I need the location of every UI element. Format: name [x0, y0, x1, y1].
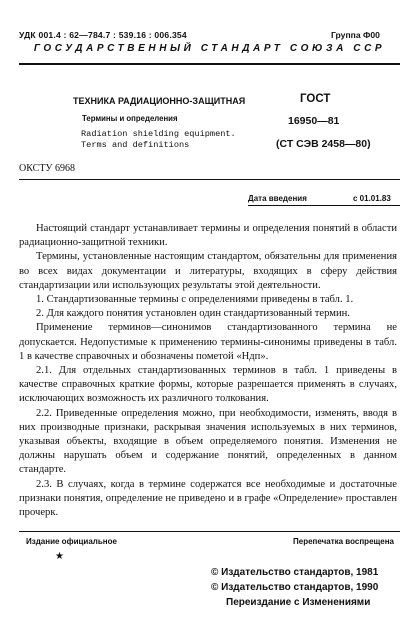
introduction-date-label: Дата введения — [248, 194, 307, 203]
document-subtitle: Термины и определения — [82, 114, 178, 123]
state-standard-banner: ГОСУДАРСТВЕННЫЙ СТАНДАРТ СОЮЗА ССР — [33, 43, 386, 54]
title-rule — [19, 179, 400, 180]
footer-rule — [19, 531, 400, 532]
okstu-code: ОКСТУ 6968 — [19, 163, 76, 174]
document-title: ТЕХНИКА РАДИАЦИОННО-ЗАЩИТНАЯ — [73, 96, 246, 106]
paragraph: Термины, установленные настоящим стандартом, обязательны для применения во всех видах документации и литературы, входящих в сферу действия стандартизации или использующих результаты этой деятельности. — [19, 251, 397, 291]
document-body — [19, 222, 397, 520]
header-rule — [19, 63, 400, 65]
st-sev-number: (СТ СЭВ 2458—80) — [276, 138, 371, 150]
title-english-line1: Radiation shielding equipment. — [81, 129, 236, 139]
reprint-prohibited-label: Перепечатка воспрещена — [293, 537, 394, 546]
star-icon: ★ — [55, 551, 64, 562]
paragraph: 2.1. Для отдельных стандартизованных терминов в табл. 1 приведены в качестве справочных краткие формы, которые разрешается применять в случаях, исключающих возможность их различного толкования. — [19, 365, 397, 405]
title-english-line2: Terms and definitions — [81, 140, 190, 150]
paragraph: 2.3. В случаях, когда в термине содержатся все необходимые и достаточные признаки понятия, определение не приведено и в графе «Определение» проставлен прочерк. — [19, 478, 397, 519]
paragraph: Применение терминов—синонимов стандартизованного термина не допускается. Недопустимые к применению термины-синонимы приведены в табл. 1 в качестве справочных и обозначены пометой «Ндп». — [19, 322, 397, 362]
paragraph: 1. Стандартизованные термины с определениями приведены в табл. 1. — [36, 294, 354, 306]
official-edition-label: Издание официальное — [26, 537, 117, 546]
udk-code: УДК 001.4 : 62—784.7 : 539.16 : 006.354 — [19, 30, 187, 40]
introduction-date-value: с 01.01.83 — [353, 194, 391, 203]
reissue-note: Переиздание с Изменениями — [226, 597, 371, 608]
paragraph: 2. Для каждого понятия установлен один стандартизованный термин. — [36, 308, 350, 320]
gost-number: 16950—81 — [288, 115, 340, 127]
copyright-line-1981: © Издательство стандартов, 1981 — [211, 567, 379, 578]
gost-label: ГОСТ — [300, 93, 331, 105]
paragraph: Настоящий стандарт устанавливает термины и определения понятий в области радиационно-защитной техники. — [19, 223, 397, 249]
paragraph: 2.2. Приведенные определения можно, при необходимости, изменять, вводя в них производные признаки, раскрывая значения используемых в них терминов, указывая объекты, входящие в объем определяемого понятия. Изменения не должны нарушать объем и содержание понятий, определенных в данном стандарте. — [19, 407, 397, 476]
copyright-line-1990: © Издательство стандартов, 1990 — [211, 582, 379, 593]
group-code: Группа Ф00 — [331, 30, 380, 40]
date-rule — [248, 205, 400, 206]
